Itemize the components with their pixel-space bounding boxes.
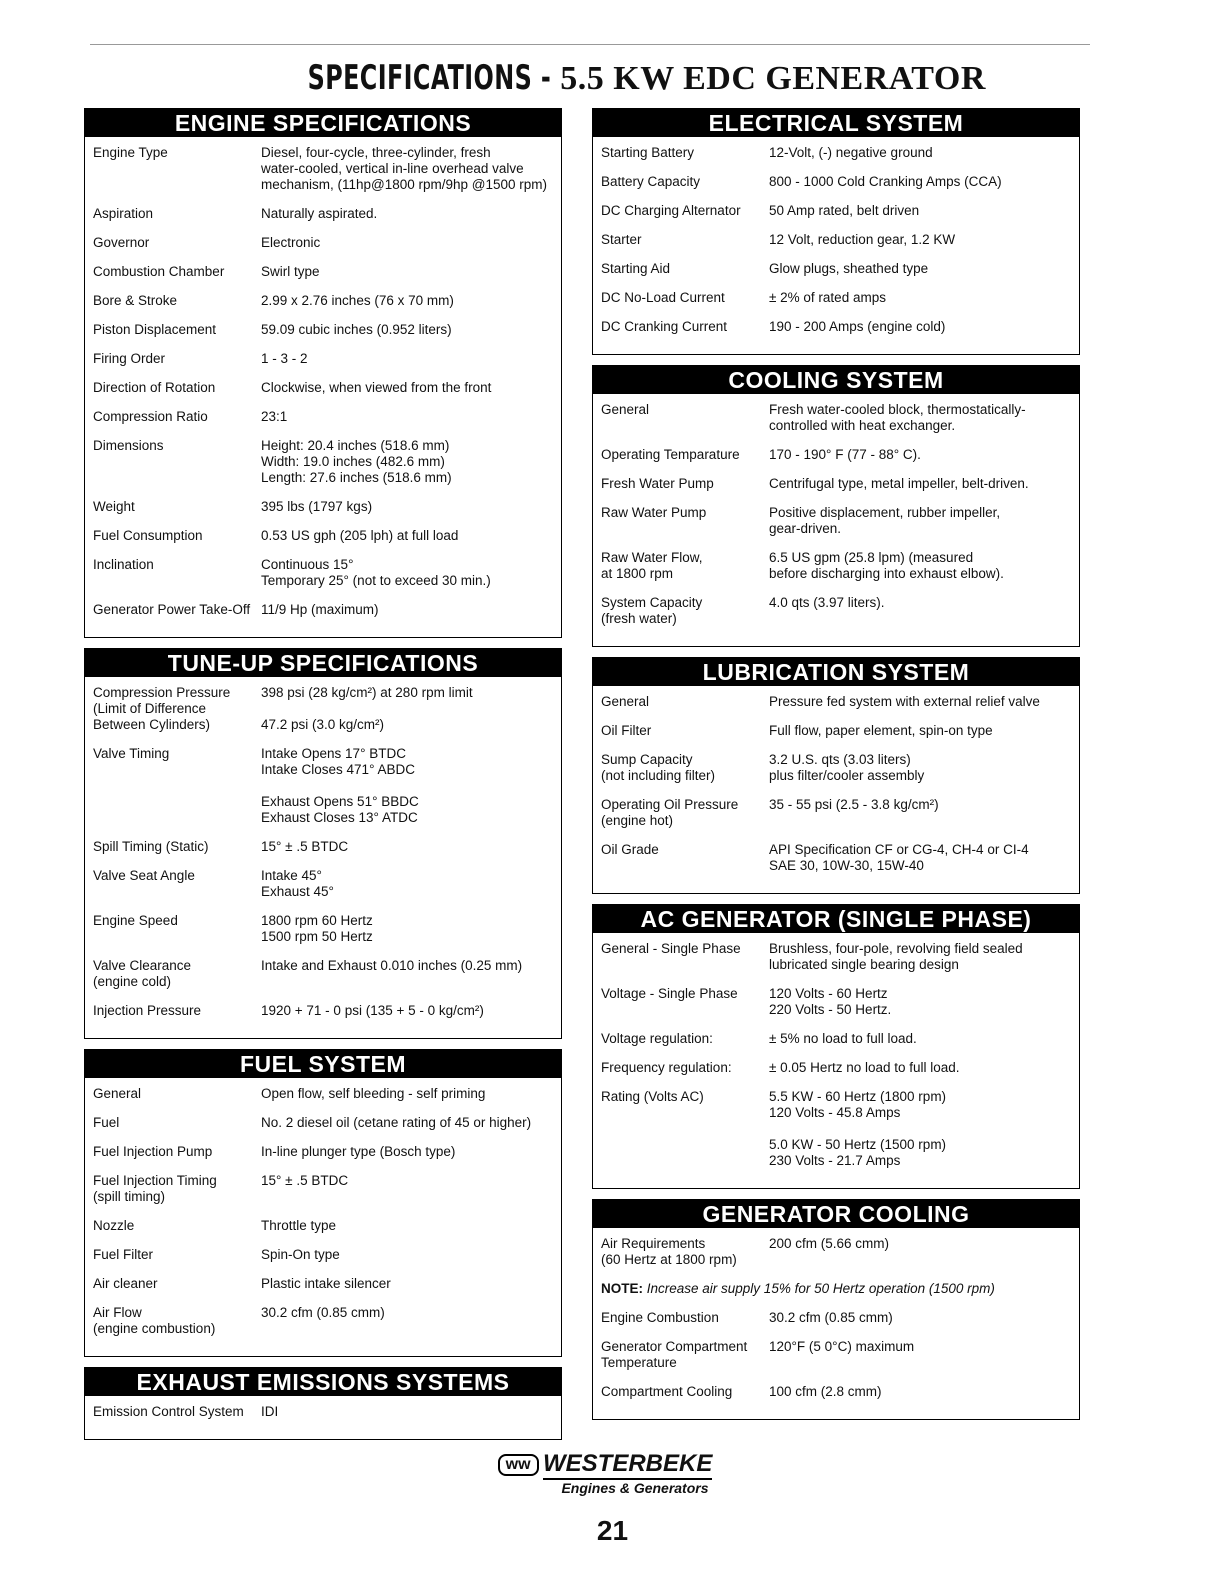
spec-row	[93, 351, 555, 367]
spec-label: General	[93, 1086, 142, 1101]
spec-label: Engine Speed	[93, 913, 178, 928]
spec-value: 1800 rpm 60 Hertz 1500 rpm 50 Hertz	[261, 913, 373, 944]
spec-value: Intake Opens 17° BTDC Intake Closes 471° ABDC Exhaust Opens 51° BBDC Exhaust Closes 13° ATDC	[261, 746, 419, 825]
section-body	[593, 933, 1079, 1188]
section-fuel-system	[84, 1049, 562, 1357]
spec-row	[93, 1173, 555, 1205]
spec-value: Full flow, paper element, spin-on type	[769, 723, 993, 738]
spec-value: Pressure fed system with external relief valve	[769, 694, 1040, 709]
section-body	[85, 1078, 561, 1356]
spec-row	[601, 1031, 1073, 1047]
spec-label: Valve Timing	[93, 746, 170, 761]
spec-label: Generator Compartment Temperature	[601, 1339, 748, 1370]
logo-brand: WESTERBEKE	[543, 1450, 712, 1480]
spec-value: Fresh water-cooled block, thermostatically- controlled with heat exchanger.	[769, 402, 1026, 433]
spec-row	[93, 913, 555, 945]
spec-label: Air Flow (engine combustion)	[93, 1305, 216, 1336]
spec-value: 120 Volts - 60 Hertz 220 Volts - 50 Hertz.	[769, 986, 892, 1017]
title-suffix: 5.5 KW EDC GENERATOR	[551, 60, 986, 97]
spec-row	[93, 380, 555, 396]
spec-label: Raw Water Pump	[601, 505, 707, 520]
spec-row	[601, 447, 1073, 463]
spec-label: Starting Battery	[601, 145, 695, 160]
spec-label: Rating (Volts AC)	[601, 1089, 704, 1104]
spec-row	[601, 797, 1073, 829]
spec-row	[601, 261, 1073, 277]
spec-row	[93, 557, 555, 589]
note-label: NOTE:	[601, 1281, 643, 1296]
spec-row	[93, 1276, 555, 1292]
spec-value: In-line plunger type (Bosch type)	[261, 1144, 456, 1159]
section-body	[85, 137, 561, 637]
spec-value: 2.99 x 2.76 inches (76 x 70 mm)	[261, 293, 454, 308]
section-electrical-system	[592, 108, 1080, 355]
spec-row	[601, 174, 1073, 190]
title-prefix: SPECIFICATIONS -	[307, 58, 552, 98]
spec-value: Swirl type	[261, 264, 320, 279]
section-heading: ELECTRICAL SYSTEM	[593, 109, 1079, 137]
spec-label: Battery Capacity	[601, 174, 701, 189]
spec-value: 200 cfm (5.66 cmm)	[769, 1236, 890, 1251]
spec-value: Height: 20.4 inches (518.6 mm) Width: 19.0 inches (482.6 mm) Length: 27.6 inches (518.6 mm)	[261, 438, 452, 485]
spec-label: Starter	[601, 232, 642, 247]
spec-row	[601, 1236, 1073, 1268]
spec-label: Compression Ratio	[93, 409, 208, 424]
spec-value: 50 Amp rated, belt driven	[769, 203, 920, 218]
spec-value: 1920 + 71 - 0 psi (135 + 5 - 0 kg/cm²)	[261, 1003, 484, 1018]
spec-row	[601, 941, 1073, 973]
spec-label: Sump Capacity (not including filter)	[601, 752, 716, 783]
top-rule	[90, 44, 1090, 45]
spec-label: Injection Pressure	[93, 1003, 202, 1018]
spec-value: Intake 45° Exhaust 45°	[261, 868, 334, 899]
spec-row	[601, 595, 1073, 627]
spec-label: Valve Clearance (engine cold)	[93, 958, 192, 989]
spec-value: 800 - 1000 Cold Cranking Amps (CCA)	[769, 174, 1002, 189]
spec-value: Throttle type	[261, 1218, 337, 1233]
spec-label: Voltage regulation:	[601, 1031, 713, 1046]
spec-row	[601, 1310, 1073, 1326]
spec-row	[93, 206, 555, 222]
spec-row	[601, 550, 1073, 582]
section-body	[593, 394, 1079, 646]
spec-value: Open flow, self bleeding - self priming	[261, 1086, 486, 1101]
spec-label: Nozzle	[93, 1218, 135, 1233]
spec-value: 11/9 Hp (maximum)	[261, 602, 379, 617]
section-heading: GENERATOR COOLING	[593, 1200, 1079, 1228]
section-body	[85, 1396, 561, 1439]
spec-label: Compartment Cooling	[601, 1384, 733, 1399]
spec-label: DC No-Load Current	[601, 290, 725, 305]
page-title	[0, 58, 1225, 98]
section-tune-up-specifications	[84, 648, 562, 1039]
spec-row	[601, 1089, 1073, 1169]
spec-label: Piston Displacement	[93, 322, 217, 337]
spec-row	[601, 1060, 1073, 1076]
section-heading: FUEL SYSTEM	[85, 1050, 561, 1078]
spec-row	[93, 602, 555, 618]
spec-label: General	[601, 694, 650, 709]
spec-label: General - Single Phase	[601, 941, 741, 956]
spec-value: 23:1	[261, 409, 288, 424]
spec-value: Clockwise, when viewed from the front	[261, 380, 492, 395]
spec-label: DC Cranking Current	[601, 319, 728, 334]
spec-label: Oil Grade	[601, 842, 659, 857]
logo-tagline: Engines & Generators	[561, 1480, 709, 1496]
spec-value: 35 - 55 psi (2.5 - 3.8 kg/cm²)	[769, 797, 939, 812]
spec-label: Oil Filter	[601, 723, 652, 738]
section-heading: TUNE-UP SPECIFICATIONS	[85, 649, 561, 677]
spec-label: Valve Seat Angle	[93, 868, 195, 883]
spec-value: Glow plugs, sheathed type	[769, 261, 929, 276]
spec-value: ± 0.05 Hertz no load to full load.	[769, 1060, 960, 1075]
spec-row	[93, 322, 555, 338]
section-generator-cooling	[592, 1199, 1080, 1420]
page-number: 21	[596, 1515, 629, 1546]
spec-label: Aspiration	[93, 206, 154, 221]
spec-label: Emission Control System	[93, 1404, 244, 1419]
spec-value: 15° ± .5 BTDC	[261, 839, 349, 854]
spec-label: Spill Timing (Static)	[93, 839, 209, 854]
spec-value: Positive displacement, rubber impeller, gear-driven.	[769, 505, 1001, 536]
spec-label: Frequency regulation:	[601, 1060, 732, 1075]
spec-row	[93, 1305, 555, 1337]
spec-value: 0.53 US gph (205 lph) at full load	[261, 528, 459, 543]
spec-value: 4.0 qts (3.97 liters).	[769, 595, 885, 610]
spec-row	[601, 1384, 1073, 1400]
westerbeke-logo	[455, 1450, 755, 1496]
spec-row	[93, 438, 555, 486]
spec-label: Governor	[93, 235, 150, 250]
spec-value: 3.2 U.S. qts (3.03 liters) plus filter/cooler assembly	[769, 752, 925, 783]
spec-row	[601, 694, 1073, 710]
section-heading: LUBRICATION SYSTEM	[593, 658, 1079, 686]
spec-label: Engine Type	[93, 145, 168, 160]
right-column	[592, 108, 1080, 1430]
spec-value: 59.09 cubic inches (0.952 liters)	[261, 322, 452, 337]
spec-label: Fresh Water Pump	[601, 476, 714, 491]
spec-label: Operating Oil Pressure (engine hot)	[601, 797, 739, 828]
spec-row	[93, 528, 555, 544]
spec-row	[93, 235, 555, 251]
spec-row	[93, 1404, 555, 1420]
spec-label: Air Requirements (60 Hertz at 1800 rpm)	[601, 1236, 737, 1267]
section-lubrication-system	[592, 657, 1080, 894]
spec-row	[93, 1218, 555, 1234]
spec-value: Centrifugal type, metal impeller, belt-driven.	[769, 476, 1029, 491]
spec-label: Voltage - Single Phase	[601, 986, 738, 1001]
spec-label: Engine Combustion	[601, 1310, 719, 1325]
spec-label: Inclination	[93, 557, 154, 572]
spec-row	[601, 476, 1073, 492]
spec-label: Operating Temparature	[601, 447, 740, 462]
spec-label: Bore & Stroke	[93, 293, 178, 308]
spec-value: 12-Volt, (-) negative ground	[769, 145, 933, 160]
section-note	[601, 1281, 1073, 1297]
spec-value: Spin-On type	[261, 1247, 340, 1262]
spec-label: Dimensions	[93, 438, 164, 453]
section-heading: EXHAUST EMISSIONS SYSTEMS	[85, 1368, 561, 1396]
spec-row	[93, 958, 555, 990]
spec-row	[601, 1339, 1073, 1371]
section-exhaust-emissions-systems	[84, 1367, 562, 1440]
spec-label: Weight	[93, 499, 135, 514]
spec-value: 30.2 cfm (0.85 cmm)	[261, 1305, 385, 1320]
spec-row	[93, 293, 555, 309]
spec-row	[93, 1144, 555, 1160]
left-column	[84, 108, 562, 1450]
spec-value: 5.5 KW - 60 Hertz (1800 rpm) 120 Volts - 45.8 Amps 5.0 KW - 50 Hertz (1500 rpm) 230 Volts - 21.7 Amps	[769, 1089, 947, 1168]
spec-row	[601, 986, 1073, 1018]
section-heading: COOLING SYSTEM	[593, 366, 1079, 394]
spec-label: Raw Water Flow, at 1800 rpm	[601, 550, 703, 581]
spec-value: Intake and Exhaust 0.010 inches (0.25 mm)	[261, 958, 523, 973]
spec-value: 100 cfm (2.8 cmm)	[769, 1384, 882, 1399]
spec-label: DC Charging Alternator	[601, 203, 741, 218]
spec-row	[93, 264, 555, 280]
spec-label: Firing Order	[93, 351, 166, 366]
spec-row	[601, 402, 1073, 434]
spec-label: Fuel Injection Timing (spill timing)	[93, 1173, 217, 1204]
section-body	[85, 677, 561, 1038]
spec-value: 170 - 190° F (77 - 88° C).	[769, 447, 921, 462]
spec-value: 190 - 200 Amps (engine cold)	[769, 319, 946, 334]
spec-value: Brushless, four-pole, revolving field sealed lubricated single bearing design	[769, 941, 1023, 972]
spec-value: 120°F (5 0°C) maximum	[769, 1339, 915, 1354]
spec-value: 12 Volt, reduction gear, 1.2 KW	[769, 232, 956, 247]
spec-row	[601, 505, 1073, 537]
spec-value: Plastic intake silencer	[261, 1276, 391, 1291]
spec-row	[93, 499, 555, 515]
spec-row	[93, 685, 555, 733]
spec-label: System Capacity (fresh water)	[601, 595, 703, 626]
spec-value: 1 - 3 - 2	[261, 351, 308, 366]
spec-value: API Specification CF or CG-4, CH-4 or CI-4 SAE 30, 10W-30, 15W-40	[769, 842, 1029, 873]
spec-value: Naturally aspirated.	[261, 206, 378, 221]
spec-row	[601, 319, 1073, 335]
logo-mark: ᴡᴡ	[498, 1454, 539, 1476]
spec-value: Electronic	[261, 235, 321, 250]
spec-label: Fuel	[93, 1115, 120, 1130]
section-heading: ENGINE SPECIFICATIONS	[85, 109, 561, 137]
section-body	[593, 686, 1079, 893]
spec-row	[601, 752, 1073, 784]
spec-row	[601, 290, 1073, 306]
spec-row	[93, 1003, 555, 1019]
spec-row	[601, 723, 1073, 739]
spec-row	[601, 145, 1073, 161]
spec-row	[601, 232, 1073, 248]
spec-label: Fuel Consumption	[93, 528, 203, 543]
spec-value: 395 lbs (1797 kgs)	[261, 499, 373, 514]
spec-value: IDI	[261, 1404, 279, 1419]
spec-value: 398 psi (28 kg/cm²) at 280 rpm limit 47.2 psi (3.0 kg/cm²)	[261, 685, 473, 732]
spec-row	[93, 746, 555, 826]
spec-value: Diesel, four-cycle, three-cylinder, fresh water-cooled, vertical in-line overhead valve mechanism, (11hp@1800 rpm/9hp @1500 rpm)	[261, 145, 548, 192]
spec-row	[601, 842, 1073, 874]
spec-value: Continuous 15° Temporary 25° (not to exceed 30 min.)	[261, 557, 491, 588]
section-engine-specifications	[84, 108, 562, 638]
section-body	[593, 1228, 1079, 1419]
section-ac-generator-single-phase	[592, 904, 1080, 1189]
spec-row	[93, 1086, 555, 1102]
spec-label: Fuel Filter	[93, 1247, 154, 1262]
spec-label: Combustion Chamber	[93, 264, 225, 279]
spec-label: Starting Aid	[601, 261, 671, 276]
spec-row	[93, 409, 555, 425]
section-body	[593, 137, 1079, 354]
spec-value: ± 2% of rated amps	[769, 290, 886, 305]
spec-row	[93, 868, 555, 900]
section-heading: AC GENERATOR (SINGLE PHASE)	[593, 905, 1079, 933]
spec-value: 6.5 US gpm (25.8 lpm) (measured before discharging into exhaust elbow).	[769, 550, 1004, 581]
spec-value: ± 5% no load to full load.	[769, 1031, 917, 1046]
spec-label: Generator Power Take-Off	[93, 602, 251, 617]
spec-value: No. 2 diesel oil (cetane rating of 45 or higher)	[261, 1115, 532, 1130]
spec-value: 15° ± .5 BTDC	[261, 1173, 349, 1188]
spec-value: 30.2 cfm (0.85 cmm)	[769, 1310, 893, 1325]
spec-label: General	[601, 402, 650, 417]
spec-row	[601, 203, 1073, 219]
spec-row	[93, 145, 555, 193]
section-cooling-system	[592, 365, 1080, 647]
note-text: Increase air supply 15% for 50 Hertz operation (1500 rpm)	[643, 1281, 995, 1296]
spec-row	[93, 1115, 555, 1131]
spec-label: Compression Pressure (Limit of Difference Between Cylinders)	[93, 685, 231, 732]
spec-row	[93, 1247, 555, 1263]
spec-row	[93, 839, 555, 855]
spec-label: Fuel Injection Pump	[93, 1144, 213, 1159]
spec-label: Direction of Rotation	[93, 380, 216, 395]
spec-label: Air cleaner	[93, 1276, 158, 1291]
